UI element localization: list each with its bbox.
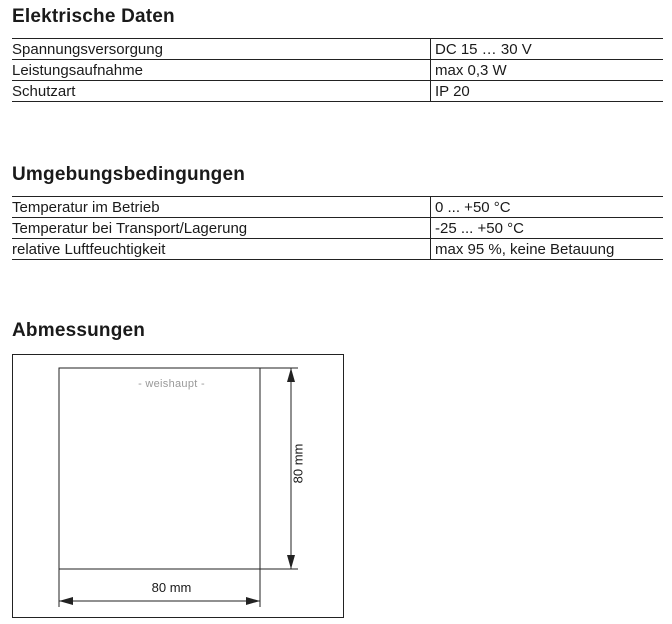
section-title-electrical: Elektrische Daten [12,6,175,27]
row-value: IP 20 [431,81,664,102]
section-title-environment: Umgebungsbedingungen [12,164,246,185]
row-label: Schutzart [12,81,431,102]
row-label: Temperatur bei Transport/Lagerung [12,218,431,239]
row-value: DC 15 … 30 V [431,39,664,60]
table-row [12,218,663,239]
table-row [12,81,663,102]
arrowhead-top [287,368,295,382]
row-value: -25 ... +50 °C [431,218,664,239]
row-label: relative Luftfeuchtigkeit [12,239,431,260]
electrical-data-table [12,38,663,102]
width-dimension-label: 80 mm [151,580,192,595]
table-row [12,60,663,81]
row-value: 0 ... +50 °C [431,197,664,218]
arrowhead-left [59,597,73,605]
row-label: Leistungsaufnahme [12,60,431,81]
table-row [12,239,663,260]
environment-table [12,196,663,260]
row-label: Spannungsversorgung [12,39,431,60]
weishaupt-logo-text: - weishaupt - [138,378,205,390]
arrowhead-right [246,597,260,605]
section-title-dimensions: Abmessungen [12,320,146,341]
row-value: max 0,3 W [431,60,664,81]
table-row [12,197,663,218]
height-dimension-label: 80 mm [290,443,306,484]
dimension-drawing [12,354,344,618]
arrowhead-bottom [287,555,295,569]
table-row [12,39,663,60]
row-label: Temperatur im Betrieb [12,197,431,218]
row-value: max 95 %, keine Betauung [431,239,664,260]
device-outline [59,368,260,569]
